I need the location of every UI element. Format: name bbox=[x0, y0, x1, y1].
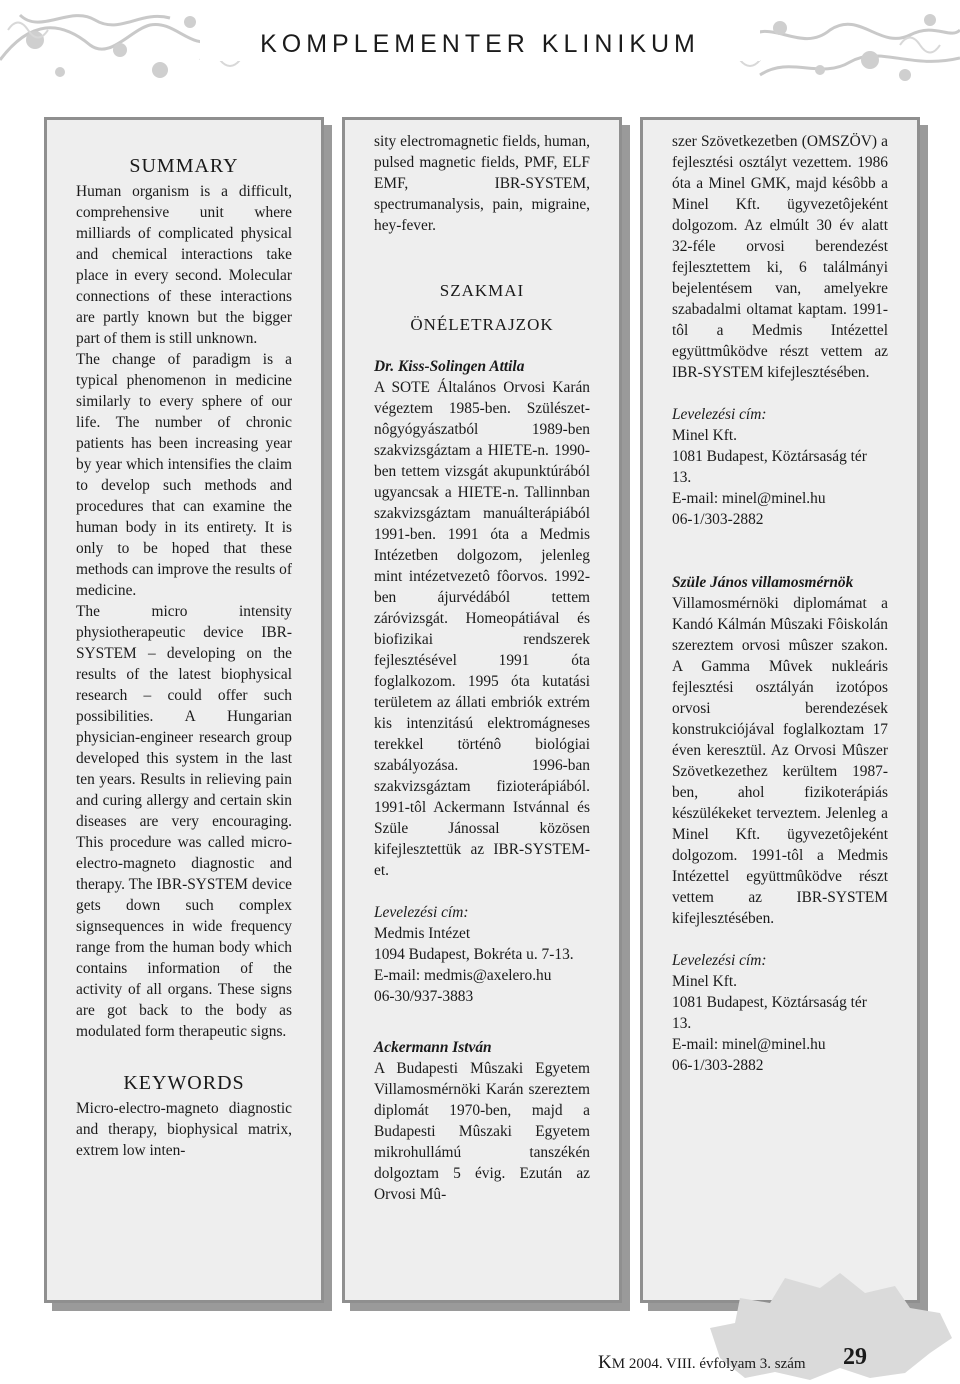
contact-phone: 06-1/303-2882 bbox=[672, 1057, 764, 1074]
contact-phone: 06-30/937-3883 bbox=[374, 988, 474, 1005]
cv-heading-line-1: SZAKMAI bbox=[439, 281, 525, 300]
contact-label: Levelezési cím: bbox=[672, 406, 767, 423]
person-name-3: Szüle János villamosmérnök bbox=[672, 574, 854, 591]
contact-phone: 06-1/303-2882 bbox=[672, 511, 764, 528]
contact-email: E-mail: minel@minel.hu bbox=[672, 490, 826, 507]
summary-paragraph-3: The micro intensity physiotherapeutic device IBR-SYSTEM – developing on the results of the latest biophysical research – could offer such possibilities. A Hungarian physician-engineer research group developed this system in the last ten years. Results in relieving pain and curing allergy and certain skin diseases are very encouraging. This procedure was called micro-electro-magneto diagnostic and therapy. The IBR-SYSTEM device gets down such complex signsequences in wide frequency range from the human body which contains information of the activity of all organs. These signs are got back to the body as modulated form therapeutic signs. bbox=[76, 603, 292, 1040]
contact-email: E-mail: minel@minel.hu bbox=[672, 1036, 826, 1053]
page-title: KOMPLEMENTER KLINIKUM bbox=[200, 28, 760, 61]
summary-heading: SUMMARY bbox=[129, 155, 239, 177]
keywords-text: Micro-electro-magneto diagnostic and therapy, biophysical matrix, extrem low inten- bbox=[76, 1100, 292, 1159]
journal-initial: K bbox=[598, 1352, 612, 1373]
contact-email: E-mail: medmis@axelero.hu bbox=[374, 967, 552, 984]
summary-column bbox=[76, 117, 292, 1303]
person-name-2: Ackermann István bbox=[374, 1039, 492, 1056]
journal-footer bbox=[598, 1352, 806, 1374]
cv-heading-line-2: ÖNÉLETRAJZOK bbox=[410, 315, 554, 334]
issue-info: 2004. VIII. évfolyam 3. szám bbox=[628, 1356, 806, 1372]
contact-label: Levelezési cím: bbox=[374, 904, 469, 921]
summary-paragraph-2: The change of paradigm is a typical phenomenon in medicine similarly to every sphere of our life. The number of chronic patients has been increasing year by year which intensifies the claim to develop such methods and procedures that can examine the human body in its entirety. It is only to be hoped that these methods can improve the results of medicine. bbox=[76, 351, 292, 599]
bio-continuation: szer Szövetkezetben (OMSZÖV) a fejlesztési osztályt vezettem. 1986 óta a Minel GMK, majd késôbb a Minel Kft. ügyvezetôjeként dolgozom. Az elmúlt 30 év alatt 32-féle orvosi berendezést fejlesztettem ki, 6 találmányi bejelentésem van, amelyekre szabadalmi oltamat kaptam. 1991-tôl a Medmis Intézettel együttmûködve részt vettem az IBR-SYSTEM kifejlesztésében. bbox=[672, 133, 888, 381]
person-bio-3: Villamosmérnöki diplomámat a Kandó Kálmán Mûszaki Fôiskolán szereztem orvosi mûszer szakon. A Gamma Mûvek nukleáris fejlesztési osztályán izotópos orvosi berendezések konstrukciójával foglalkoztam 17 éven keresztül. Az Orvosi Mûszer Szövetkezethez kerültem 1987-ben, ahol fizikoterápiás készülékeket terveztem. Jelenleg a Minel Kft. ügyvezetôjeként dolgozom. 1991-tôl a Medmis Intézettel együttmûködve részt vettem az IBR-SYSTEM kifejlesztésében. bbox=[672, 595, 888, 927]
journal-initial-small: M bbox=[611, 1356, 626, 1372]
contact-line: 1081 Budapest, Köztársaság tér 13. bbox=[672, 448, 867, 486]
person-bio-2: A Budapesti Mûszaki Egyetem Villamosmérnöki Karán szereztem diplomát 1970-ben, majd a Budapesti Mûszaki Egyetem mikrohullámú tanszékén dolgoztam 5 évig. Ezután az Orvosi Mû- bbox=[374, 1060, 590, 1203]
contact-line: 1081 Budapest, Köztársaság tér 13. bbox=[672, 994, 867, 1032]
contact-line: Minel Kft. bbox=[672, 973, 737, 990]
keywords-heading: KEYWORDS bbox=[123, 1072, 245, 1094]
page-header bbox=[0, 0, 960, 86]
contact-label: Levelezési cím: bbox=[672, 952, 767, 969]
page-number: 29 bbox=[843, 1344, 867, 1370]
contact-line: 1094 Budapest, Bokréta u. 7-13. bbox=[374, 946, 574, 963]
middle-column bbox=[374, 117, 590, 1303]
keywords-continuation: sity electromagnetic fields, human, pulsed magnetic fields, PMF, ELF EMF, IBR-SYSTEM, spectrumanalysis, pain, migraine, hey-fever. bbox=[374, 133, 590, 234]
person-bio-1: A SOTE Általános Orvosi Karán végeztem 1985-ben. Szülészet-nôgyógyászatból 1989-ben szakvizsgáztam a HIETE-n. 1990-ben tettem vizsgát akupunktúrából ugyancsak a HIETE-n. Tallinnban szakvizsgáztam manuálterápiából 1991-ben. 1991 óta a Medmis Intézetben dolgozom, jelenleg mint intézetvezetô fôorvos. 1992-ben ájurvédából tettem záróvizsgát. Homeopátiával és biofizikai rendszerek fejlesztésével 1991 óta foglalkozom. 1995 óta kutatási területem az állati embriók extrém kis intenzitású elektromágneses terekkel történô biológiai szabályozása. 1996-ban szakvizsgáztam fizioterápiából. 1991-tôl Ackermann Istvánnal és Szüle Jánossal közösen kifejlesztettük az IBR-SYSTEM-et. bbox=[374, 379, 590, 879]
contact-line: Medmis Intézet bbox=[374, 925, 471, 942]
person-name-1: Dr. Kiss-Solingen Attila bbox=[374, 358, 525, 375]
right-column bbox=[672, 117, 888, 1303]
summary-paragraph-1: Human organism is a difficult, comprehensive unit where milliards of complicated physical and chemical interactions take place in every second. Molecular connections of these interactions are partly known but the bigger part of them is still unknown. bbox=[76, 183, 292, 347]
contact-line: Minel Kft. bbox=[672, 427, 737, 444]
